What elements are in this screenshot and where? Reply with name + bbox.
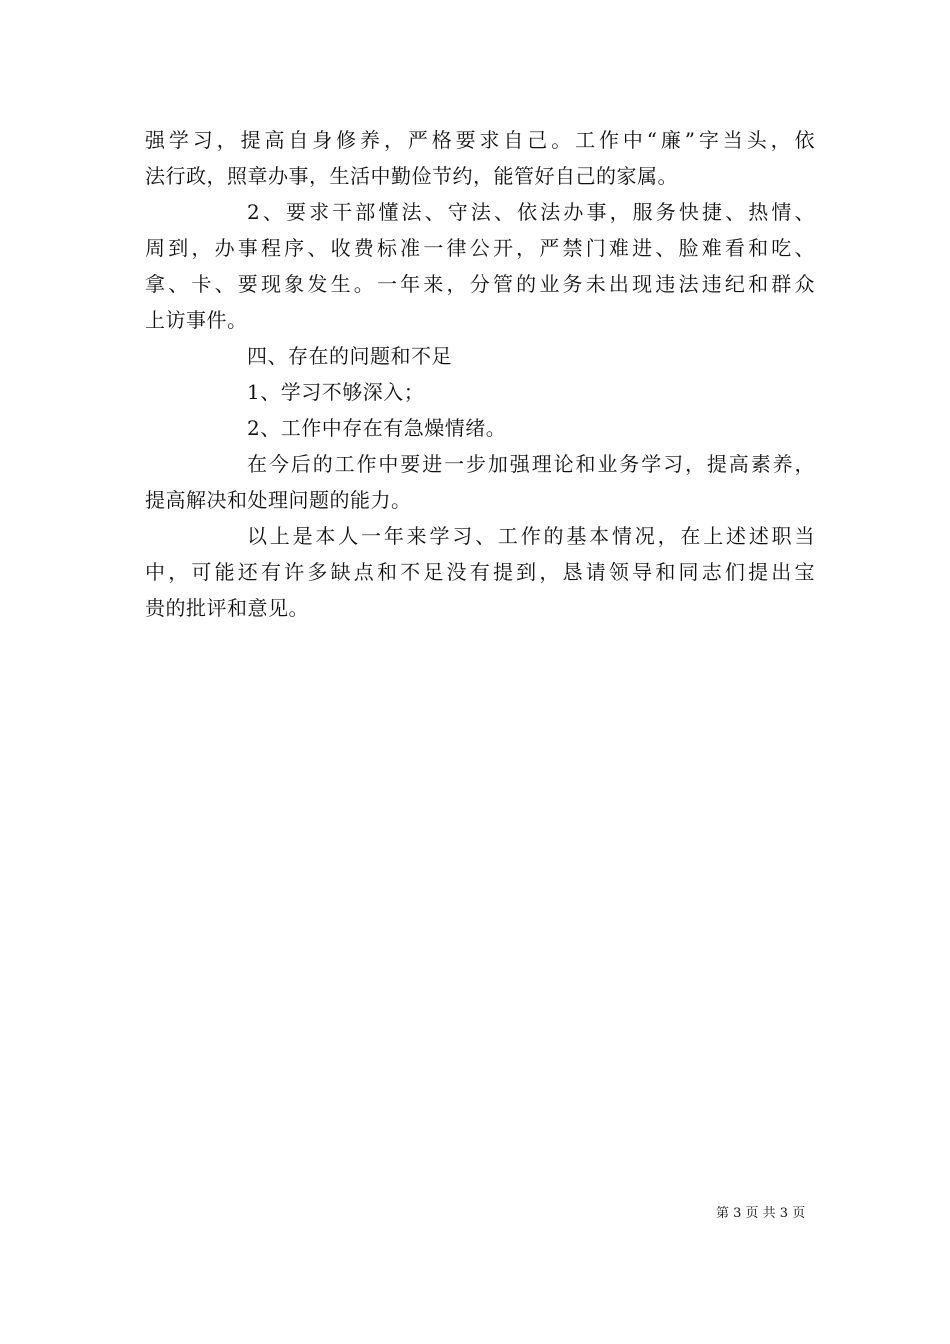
body-text-line: 强学习，提高自身修养，严格要求自己。工作中“廉”字当头，依 xyxy=(145,128,815,152)
list-item: 2、工作中存在有急燥情绪。 xyxy=(247,416,507,440)
list-item: 1、学习不够深入； xyxy=(247,380,425,404)
body-text-line: 提高解决和处理问题的能力。 xyxy=(145,488,412,512)
body-text-line: 在今后的工作中要进一步加强理论和业务学习，提高素养， xyxy=(247,452,815,476)
body-text-line: 拿、卡、要现象发生。一年来，分管的业务未出现违法违纪和群众 xyxy=(145,272,815,296)
body-text-line: 周到，办事程序、收费标准一律公开，严禁门难进、脸难看和吃、 xyxy=(145,236,815,260)
section-heading: 四、存在的问题和不足 xyxy=(247,344,452,368)
page-number-footer: 第 3 页 共 3 页 xyxy=(716,1206,806,1221)
body-text-line: 法行政，照章办事，生活中勤俭节约，能管好自己的家属。 xyxy=(145,164,678,188)
body-text-line: 中，可能还有许多缺点和不足没有提到，恳请领导和同志们提出宝 xyxy=(145,560,815,584)
body-text-line: 以上是本人一年来学习、工作的基本情况，在上述述职当 xyxy=(247,524,815,548)
body-text-line: 贵的批评和意见。 xyxy=(145,596,309,620)
body-text-line: 2、要求干部懂法、守法、依法办事，服务快捷、热情、 xyxy=(247,200,815,224)
body-text-line: 上访事件。 xyxy=(145,308,248,332)
